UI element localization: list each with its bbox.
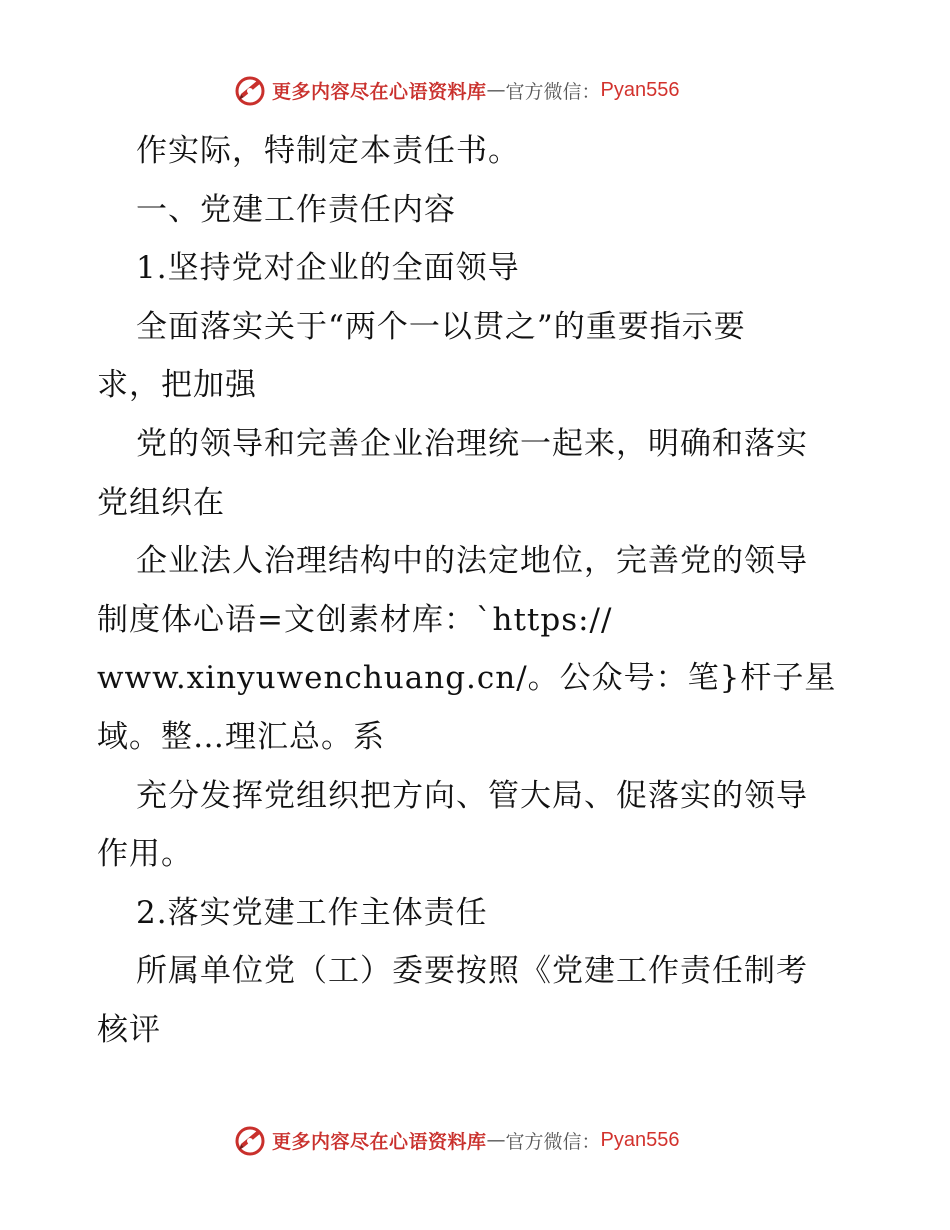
body-line: 作用。 xyxy=(97,836,193,873)
body-line: 充分发挥党组织把方向、管大局、促落实的领导 xyxy=(136,777,808,814)
body-line: 作实际，特制定本责任书。 xyxy=(136,133,520,169)
body-line: 全面落实关于“两个一以贯之”的重要指示要 xyxy=(136,308,746,345)
footer-banner xyxy=(232,1120,680,1160)
document-body xyxy=(97,122,887,1060)
banner-wechat-id: Pyan556 xyxy=(600,1128,680,1151)
header-banner xyxy=(232,70,680,110)
banner-wechat-id: Pyan556 xyxy=(600,78,680,101)
banner-slogan: 更多内容尽在心语资料库 xyxy=(272,80,487,103)
body-line: 党的领导和完善企业治理统一起来，明确和落实 xyxy=(136,425,808,462)
pen-circle-logo-icon xyxy=(232,1122,268,1158)
body-line: 求，把加强 xyxy=(97,367,257,404)
body-line: 所属单位党（工）委要按照《党建工作责任制考 xyxy=(136,953,808,990)
banner-wechat-label: 官方微信： xyxy=(505,1130,601,1153)
body-line: 核评 xyxy=(97,1011,161,1048)
banner-separator: — xyxy=(486,79,506,101)
section-heading: 一、党建工作责任内容 xyxy=(136,191,456,228)
pen-circle-logo-icon xyxy=(232,72,268,108)
body-line: 党组织在 xyxy=(97,484,225,521)
banner-slogan: 更多内容尽在心语资料库 xyxy=(272,1130,487,1153)
banner-separator: — xyxy=(486,1129,506,1151)
body-line: 企业法人治理结构中的法定地位，完善党的领导 xyxy=(136,543,808,580)
body-line: 制度体心语=文创素材库：`https:// xyxy=(97,601,613,638)
banner-wechat-label: 官方微信： xyxy=(505,80,601,103)
subsection-heading: 1.坚持党对企业的全面领导 xyxy=(136,250,520,287)
body-line: 域。整…理汇总。系 xyxy=(97,718,385,755)
subsection-heading: 2.落实党建工作主体责任 xyxy=(136,894,488,931)
body-line: www.xinyuwenchuang.cn/。公众号：笔}杆子星 xyxy=(97,660,837,697)
